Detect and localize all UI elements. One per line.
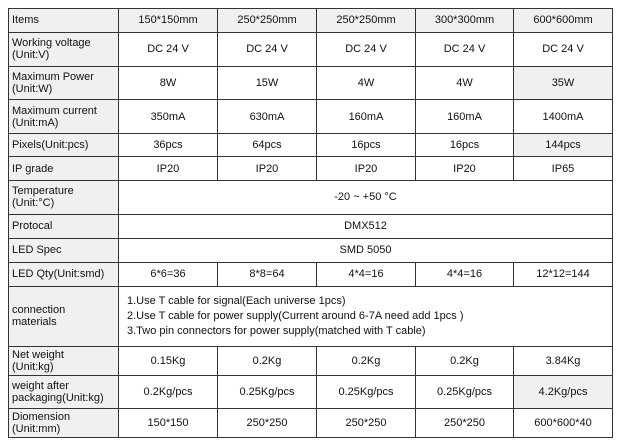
cell-value: IP20 xyxy=(317,157,416,181)
cell-merged-value: DMX512 xyxy=(119,214,613,238)
cell-value: DC 24 V xyxy=(514,32,613,66)
connection-line: 2.Use T cable for power supply(Current around 6-7A need add 1pcs ) xyxy=(127,309,464,322)
connection-materials-cell xyxy=(119,286,613,346)
table-row xyxy=(9,181,613,215)
cell-value: 0.25Kg/pcs xyxy=(218,375,317,408)
cell-value: 4*4=16 xyxy=(317,262,416,286)
row-label: connection materials xyxy=(9,286,119,346)
table-row xyxy=(9,262,613,286)
table-row xyxy=(9,100,613,134)
cell-value: 3.84Kg xyxy=(514,346,613,375)
header-col-3: 250*250mm xyxy=(317,9,416,33)
cell-value: 4*4=16 xyxy=(416,262,514,286)
table-row xyxy=(9,375,613,408)
header-row xyxy=(9,9,613,33)
cell-merged-value: -20 ~ +50 °C xyxy=(119,181,613,215)
cell-value: 630mA xyxy=(218,100,317,134)
row-label: weight after packaging(Unit:kg) xyxy=(9,375,119,408)
row-label: Temperature (Unit:°C) xyxy=(9,181,119,215)
connection-line: 3.Two pin connectors for power supply(matched with T cable) xyxy=(127,324,426,337)
table-row xyxy=(9,32,613,66)
cell-value: 144pcs xyxy=(514,134,613,157)
row-label: LED Qty(Unit:smd) xyxy=(9,262,119,286)
table-row xyxy=(9,286,613,346)
cell-value: 4.2Kg/pcs xyxy=(514,375,613,408)
cell-merged-value: SMD 5050 xyxy=(119,238,613,262)
row-label: Diomension (Unit:mm) xyxy=(9,408,119,437)
cell-value: 36pcs xyxy=(119,134,218,157)
table-row xyxy=(9,346,613,375)
cell-value: DC 24 V xyxy=(416,32,514,66)
table-row xyxy=(9,66,613,100)
connection-line: 1.Use T cable for signal(Each universe 1pcs) xyxy=(127,294,346,307)
header-col-4: 300*300mm xyxy=(416,9,514,33)
cell-value: 600*600*40 xyxy=(514,408,613,437)
cell-value: 250*250 xyxy=(218,408,317,437)
cell-value: 8W xyxy=(119,66,218,100)
cell-value: DC 24 V xyxy=(218,32,317,66)
cell-value: 4W xyxy=(317,66,416,100)
cell-value: 0.2Kg xyxy=(317,346,416,375)
cell-value: 150*150 xyxy=(119,408,218,437)
cell-value: 16pcs xyxy=(317,134,416,157)
table-row xyxy=(9,157,613,181)
cell-value: 15W xyxy=(218,66,317,100)
cell-value: 0.25Kg/pcs xyxy=(317,375,416,408)
cell-value: 6*6=36 xyxy=(119,262,218,286)
header-col-2: 250*250mm xyxy=(218,9,317,33)
row-label: IP grade xyxy=(9,157,119,181)
cell-value: 16pcs xyxy=(416,134,514,157)
cell-value: 35W xyxy=(514,66,613,100)
header-col-5: 600*600mm xyxy=(514,9,613,33)
cell-value: 4W xyxy=(416,66,514,100)
cell-value: 64pcs xyxy=(218,134,317,157)
header-col-1: 150*150mm xyxy=(119,9,218,33)
row-label: LED Spec xyxy=(9,238,119,262)
row-label: Net weight (Unit:kg) xyxy=(9,346,119,375)
row-label: Maximum Power (Unit:W) xyxy=(9,66,119,100)
cell-value: 0.2Kg xyxy=(218,346,317,375)
cell-value: 8*8=64 xyxy=(218,262,317,286)
cell-value: 12*12=144 xyxy=(514,262,613,286)
cell-value: 350mA xyxy=(119,100,218,134)
cell-value: 160mA xyxy=(416,100,514,134)
cell-value: 0.2Kg xyxy=(416,346,514,375)
cell-value: 1400mA xyxy=(514,100,613,134)
cell-value: 160mA xyxy=(317,100,416,134)
cell-value: 0.15Kg xyxy=(119,346,218,375)
spec-table xyxy=(8,8,613,438)
table-row xyxy=(9,134,613,157)
cell-value: 0.25Kg/pcs xyxy=(416,375,514,408)
header-label: Items xyxy=(9,9,119,33)
row-label: Pixels(Unit:pcs) xyxy=(9,134,119,157)
cell-value: IP20 xyxy=(218,157,317,181)
table-row xyxy=(9,214,613,238)
cell-value: IP20 xyxy=(119,157,218,181)
cell-value: 250*250 xyxy=(416,408,514,437)
cell-value: IP20 xyxy=(416,157,514,181)
row-label: Protocal xyxy=(9,214,119,238)
row-label: Maximum current (Unit:mA) xyxy=(9,100,119,134)
table-row xyxy=(9,238,613,262)
table-row xyxy=(9,408,613,437)
cell-value: 0.2Kg/pcs xyxy=(119,375,218,408)
row-label: Working voltage (Unit:V) xyxy=(9,32,119,66)
cell-value: IP65 xyxy=(514,157,613,181)
cell-value: 250*250 xyxy=(317,408,416,437)
cell-value: DC 24 V xyxy=(317,32,416,66)
cell-value: DC 24 V xyxy=(119,32,218,66)
